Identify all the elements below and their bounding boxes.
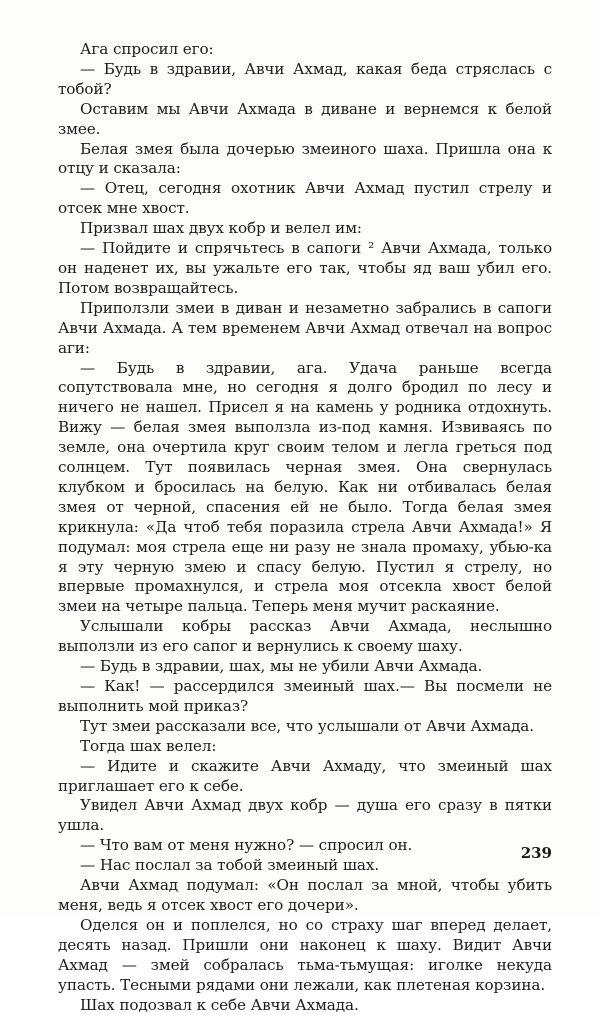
paragraph-21: Шах подозвал к себе Авчи Ахмада.	[58, 996, 552, 1015]
paragraph-1: Ага спросил его:	[58, 40, 552, 60]
paragraph-6: Призвал шах двух кобр и велел им:	[58, 219, 552, 239]
page-text	[58, 40, 552, 1015]
paragraph-18: — Нас послал за тобой змеиный шах.	[58, 856, 552, 876]
paragraph-19: Авчи Ахмад подумал: «Он послал за мной, чтобы убить меня, ведь я отсек хвост его дочери».	[58, 876, 552, 916]
paragraph-14: Тогда шах велел:	[58, 737, 552, 757]
paragraph-9: — Будь в здравии, ага. Удача раньше всегда сопутствовала мне, но сегодня я долго бродил по лесу и ничего не нашел. Присел я на камень у родника отдохнуть. Вижу — белая змея выползла из-под камня. Извиваясь по земле, она очертила круг своим телом и легла греться под солнцем. Тут появилась черная змея. Она свернулась клубком и бросилась на белую. Как ни отбивалась белая змея от черной, спасения ей не было. Тогда белая змея крикнула: «Да чтоб тебя поразила стрела Авчи Ахмада!» Я подумал: моя стрела еще ни разу не знала промаху, убью-ка я эту черную змею и спасу белую. Пустил я стрелу, но впервые промахнулся, и стрела моя отсекла хвост белой змеи на четыре пальца. Теперь меня мучит раскаяние.	[58, 359, 552, 618]
page-number: 239	[498, 844, 552, 862]
paragraph-4: Белая змея была дочерью змеиного шаха. Пришла она к отцу и сказала:	[58, 140, 552, 180]
paragraph-3: Оставим мы Авчи Ахмада в диване и вернемся к белой змее.	[58, 100, 552, 140]
paragraph-11: — Будь в здравии, шах, мы не убили Авчи Ахмада.	[58, 657, 552, 677]
paragraph-2: — Будь в здравии, Авчи Ахмад, какая беда стряслась с тобой?	[58, 60, 552, 100]
paragraph-12: — Как! — рассердился змеиный шах.— Вы посмели не выполнить мой приказ?	[58, 677, 552, 717]
paragraph-16: Увидел Авчи Ахмад двух кобр — душа его сразу в пятки ушла.	[58, 796, 552, 836]
paragraph-8: Приползли змеи в диван и незаметно забрались в сапоги Авчи Ахмада. А тем временем Авчи Ахмад отвечал на вопрос аги:	[58, 299, 552, 359]
paragraph-13: Тут змеи рассказали все, что услышали от Авчи Ахмада.	[58, 717, 552, 737]
paragraph-5: — Отец, сегодня охотник Авчи Ахмад пустил стрелу и отсек мне хвост.	[58, 179, 552, 219]
paragraph-7: — Пойдите и спрячьтесь в сапоги ² Авчи Ахмада, только он наденет их, вы ужальте его так, чтобы яд ваш убил его. Потом возвращайтесь.	[58, 239, 552, 299]
paragraph-17: — Что вам от меня нужно? — спросил он.	[58, 836, 552, 856]
paragraph-20: Оделся он и поплелся, но со страху шаг вперед делает, десять назад. Пришли они наконец к шаху. Видит Авчи Ахмад — змей собралась тьма-тьмущая: иголке некуда упасть. Тесными рядами они лежали, как плетеная корзина.	[58, 916, 552, 996]
paragraph-10: Услышали кобры рассказ Авчи Ахмада, неслышно выползли из его сапог и вернулись к своему шаху.	[58, 617, 552, 657]
paragraph-15: — Идите и скажите Авчи Ахмаду, что змеиный шах приглашает его к себе.	[58, 757, 552, 797]
